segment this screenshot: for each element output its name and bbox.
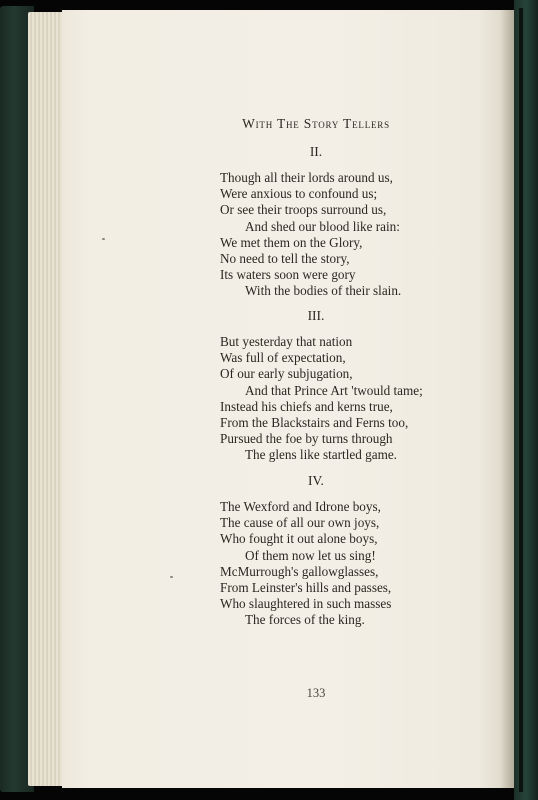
verse-line: Pursued the foe by turns through [220,431,393,447]
book-page [62,10,514,788]
verse-line: Though all their lords around us, [220,170,393,185]
verse-line-indented: The glens like startled game. [245,447,397,463]
page-number: 133 [306,686,326,700]
verse-line-indented: And shed our blood like rain: [245,218,400,234]
verse-line: But yesterday that nation [220,334,353,349]
stanza-ii [220,170,401,300]
verse-line: No need to tell the story, [220,250,350,266]
verse-line: Who slaughtered in such masses [220,596,392,612]
verse-line: Its waters soon were gory [220,267,356,283]
stanza-iv [220,499,391,629]
verse-line: Of our early subjugation, [220,366,353,382]
verse-line: Were anxious to confound us; [220,186,378,202]
verse-line: The Wexford and Idrone boys, [220,499,381,514]
verse-line-indented: And that Prince Art 'twould tame; [245,382,423,398]
verse-line: Instead his chiefs and kerns true, [220,398,393,414]
book-binding-right [514,0,538,800]
running-head: With The Story Tellers [242,116,390,131]
verse-line: Was full of expectation, [220,350,346,366]
binding-gutter [519,8,523,792]
verse-line: We met them on the Glory, [220,234,363,250]
stanza-number: II. [309,144,323,159]
verse-line: Who fought it out alone boys, [220,531,378,547]
verse-line: From Leinster's hills and passes, [220,579,392,595]
stanza-iii [220,334,423,464]
verse-line-indented: Of them now let us sing! [245,547,376,563]
verse-line-indented: The forces of the king. [245,612,365,628]
stanza-number: IV. [308,473,324,488]
verse-line: From the Blackstairs and Ferns too, [220,414,409,430]
verse-line: Or see their troops surround us, [220,202,387,218]
verse-line: McMurrough's gallowglasses, [220,563,379,579]
paper-speck [102,238,105,240]
verse-line-indented: With the bodies of their slain. [245,283,402,299]
stanza-number: III. [307,308,325,323]
paper-speck [170,576,173,578]
verse-line: The cause of all our own joys, [220,515,380,531]
